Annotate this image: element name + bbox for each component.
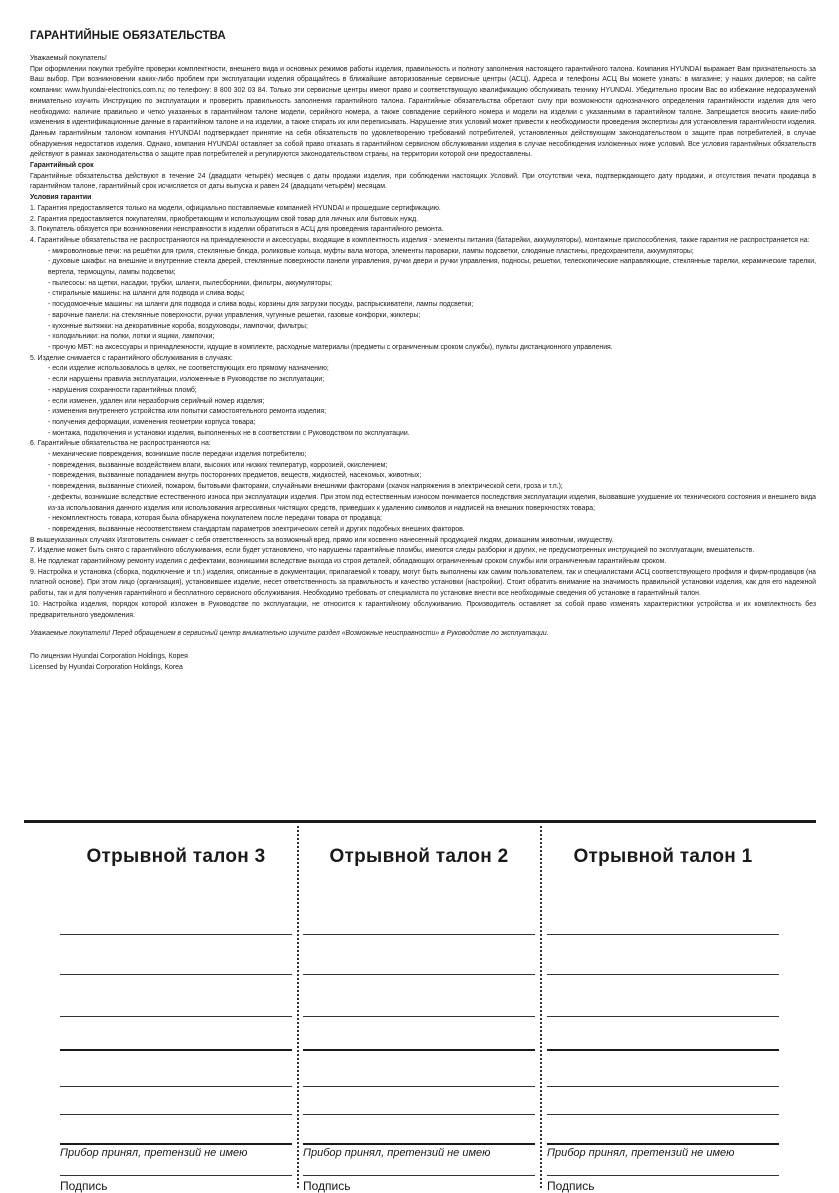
blank-line[interactable] bbox=[60, 1143, 292, 1145]
blank-line[interactable] bbox=[547, 1114, 779, 1115]
greeting: Уважаемый покупатель! bbox=[30, 55, 107, 62]
blank-line[interactable] bbox=[547, 934, 779, 935]
blank-line[interactable] bbox=[547, 1016, 779, 1017]
signature-label: Подпись bbox=[60, 1179, 108, 1193]
condition-subitem: - кухонные вытяжки: на декоративные короба, воздуховоды, лампочки, фильтры; bbox=[48, 322, 308, 330]
condition-subitem: - нарушения сохранности гарантийных пломб; bbox=[48, 386, 197, 394]
condition-subitem: - получения деформации, изменения геометрии корпуса товара; bbox=[48, 418, 256, 426]
intro-paragraph: При оформлении покупки требуйте проверки комплектности, внешнего вида и основных режимов работы изделия, правильность и полноту заполнения настоящего гарантийного талона. Компания HYUNDAI выражает Вам признательность за Ваш выбор. При возникновении каких-либо проблем при эксплуатации изделия обращайтесь в ближайшие авторизованные сервисные центры (АСЦ). Адреса и телефоны АСЦ Вы можете узнать: в магазине; у наших дилеров; на сайте компании: www.hyundai-electronics.com.ru; по телефону: 8 800 302 03 84. Только эти сервисные центры имеют право и соответствующую квалификацию обслуживать технику HYUNDAI. Убедительно просим Вас во избежание недоразумений внимательно изучить Инструкцию по эксплуатации и проверить правильность заполнения гарантийного талона. Гарантийные обязательства обретают силу при возможности однозначного определения гарантийности изделия для чего необходимо: наличие правильно и четко указанных в гарантийном талоне модели, серийного номера, а также совпадение серийного номера и модели на изделии с указанными в гарантийном талоне. Запрещается вносить какие-либо изменения в идентификационные данные в гарантийном талоне и на изделии, а также стирать их или переписывать. Нарушение этих условий может привести к необходимости проведения экспертизы для установления гарантийности изделия. Данным гарантийным талоном компания HYUNDAI подтверждает принятие на себя обязательств по удовлетворению требований потребителей, установленных действующим законодательством о защите прав потребителей, в случае обнаружения недостатков изделия. Однако, компания HYUNDAI оставляет за собой право отказать в гарантийном сервисном обслуживании изделия в случае несоблюдения изложенных ниже условий. Все условия гарантийных обязательств действуют в рамках законодательства о защите прав потребителей и регулируются законодательством страны, на территории которой они предоставлены. bbox=[30, 65, 816, 159]
condition-subitem: - если изменен, удален или неразборчив серийный номер изделия; bbox=[48, 397, 265, 405]
blank-line[interactable] bbox=[547, 974, 779, 975]
accept-statement: Прибор принял, претензий не имею bbox=[303, 1147, 491, 1159]
license-ru: По лицензии Hyundai Corporation Holdings, Корея bbox=[30, 652, 188, 660]
blank-line[interactable] bbox=[547, 1049, 779, 1051]
condition-item: 9. Настройка и установка (сборка, подключение и т.п.) изделия, описанные в документации, прилагаемой к товару, могут быть выполнены как самим пользователем, так и специалистами АСЦ соответствующего профиля и фирм-продавцов (на платной основе). При этом лицо (организация), установившее изделие, несет ответственность за правильность и качество установки (настройки). Стоит обратить внимание на значимость правильной установки изделия, как для его надежной работы, так и для получения гарантийного и бесплатного сервисного обслуживания. Необходимо требовать от специалиста по установке внести все необходимые сведения об установке в гарантийный талон. bbox=[30, 568, 816, 598]
condition-subitem: - повреждения, вызванные стихией, пожаром, бытовыми факторами, случайными внешними факторами (скачок напряжения в электрической сети, гроза и т.п.); bbox=[48, 483, 563, 491]
coupon-title: Отрывной талон 3 bbox=[86, 846, 266, 867]
warranty-term-heading: Гарантийный срок bbox=[30, 162, 94, 170]
condition-item: 10. Настройка изделия, порядок которой изложен в Руководстве по эксплуатации, не относится к гарантийному обслуживанию. Производитель оставляет за собой право изменять характеристики устройства и их комплектность без предварительного уведомления. bbox=[30, 600, 816, 619]
accept-statement: Прибор принял, претензий не имею bbox=[60, 1147, 248, 1159]
blank-line[interactable] bbox=[60, 1016, 292, 1017]
condition-item: 7. Изделие может быть снято с гарантийного обслуживания, если будет установлено, что нарушены гарантийные пломбы, имеются следы разборки и других, не предусмотренных инструкцией по эксплуатации, вмешательств. bbox=[30, 547, 755, 555]
condition-item: 6. Гарантийные обязательства не распространяются на: bbox=[30, 440, 211, 448]
blank-line[interactable] bbox=[547, 1175, 779, 1176]
condition-subitem: - дефекты, возникшие вследствие естественного износа при эксплуатации изделия. При этом под естественным износом понимается последствия эксплуатации изделия, вызвавшие ухудшение их технического состояния и внешнего вида из-за использования данного изделия или использования агрессивных чистящих средств, приведших к удалению символов и надписей на внешних поверхностях товара; bbox=[48, 493, 816, 512]
blank-line[interactable] bbox=[303, 1016, 535, 1017]
service-notice: Уважаемые покупатели! Перед обращением в сервисный центр внимательно изучите раздел «Возможные неисправности» в Руководстве по эксплуатации. bbox=[30, 630, 549, 638]
tear-off-divider bbox=[24, 820, 816, 823]
coupon-2 bbox=[303, 840, 535, 1193]
condition-subitem: - духовые шкафы: на внешние и внутренние стекла дверей, стеклянные поверхности панели управления, ручки двери и ручки управления, подносы, решетки, телескопические направляющие, стеклянные тарелки, керамические тарелки, вертела, термощупы, лампы подсветки; bbox=[48, 258, 816, 277]
blank-line[interactable] bbox=[303, 1114, 535, 1115]
license-en: Licensed by Hyundai Corporation Holdings, Korea bbox=[30, 663, 183, 671]
signature-label: Подпись bbox=[547, 1179, 595, 1193]
condition-subitem: - прочую МБТ: на аксессуары и принадлежности, идущие в комплекте, расходные материалы (предметы с ограниченным сроком службы), пульты дистанционного управления. bbox=[48, 343, 613, 351]
coupon-1 bbox=[547, 840, 779, 1193]
blank-line[interactable] bbox=[303, 1175, 535, 1176]
condition-subitem: - пылесосы: на щетки, насадки, трубки, шланги, пылесборники, фильтры, аккумуляторы; bbox=[48, 279, 333, 287]
blank-line[interactable] bbox=[547, 1143, 779, 1145]
accept-statement: Прибор принял, претензий не имею bbox=[547, 1147, 735, 1159]
condition-subitem: - повреждения, вызванные несоответствием стандартам параметров электрических сетей и других подобных внешних факторов. bbox=[48, 525, 465, 533]
blank-line[interactable] bbox=[60, 974, 292, 975]
condition-item: 2. Гарантия предоставляется покупателям, приобретающим и использующим свой товар для личных или бытовых нужд. bbox=[30, 215, 419, 223]
condition-subitem: - если изделие использовалось в целях, не соответствующих его прямому назначению; bbox=[48, 365, 329, 373]
blank-line[interactable] bbox=[60, 934, 292, 935]
coupon-title: Отрывной талон 2 bbox=[329, 846, 509, 867]
coupon-3 bbox=[60, 840, 292, 1193]
condition-item: В вышеуказанных случаях Изготовитель снимает с себя ответственность за возможный вред, прямо или косвенно нанесенный продукцией людям, домашним животным, имуществу. bbox=[30, 536, 614, 544]
conditions-list bbox=[30, 204, 816, 621]
blank-line[interactable] bbox=[60, 1049, 292, 1051]
blank-line[interactable] bbox=[60, 1086, 292, 1087]
condition-subitem: - некомплектность товара, которая была обнаружена покупателем после передачи товара от продавца; bbox=[48, 515, 382, 523]
blank-line[interactable] bbox=[547, 1086, 779, 1087]
blank-line[interactable] bbox=[303, 934, 535, 935]
condition-subitem: - холодильники: на полки, лотки и ящики, лампочки; bbox=[48, 333, 215, 341]
perforation-line-1 bbox=[297, 826, 299, 1188]
signature-label: Подпись bbox=[303, 1179, 351, 1193]
condition-item: 3. Покупатель обязуется при возникновении неисправности в изделии обратиться в АСЦ для проведения гарантийного ремонта. bbox=[30, 226, 444, 234]
condition-item: 4. Гарантийные обязательства не распространяются на принадлежности и аксессуары, входящие в комплектность изделия - элементы питания (батарейки, аккумуляторы), монтажные приспособления, также гарантия не распространяется на: bbox=[30, 236, 810, 244]
condition-subitem: - посудомоечные машины: на шланги для подвода и слива воды, корзины для загрузки посуды, распрыскиватели, лампы подсветки; bbox=[48, 301, 474, 309]
condition-item: 5. Изделие снимается с гарантийного обслуживания в случаях: bbox=[30, 354, 233, 362]
blank-line[interactable] bbox=[303, 1086, 535, 1087]
condition-item: 1. Гарантия предоставляется только на модели, официально поставляемые компанией HYUNDAI и прошедшие сертификацию. bbox=[30, 204, 441, 212]
condition-subitem: - микроволновые печи: на решётки для гриля, стеклянные блюда, роликовые кольца, муфты вала мотора, элементы пароварки, лампы подсветки, слюдяные пластины, предохранители, аккумуляторы; bbox=[48, 247, 694, 255]
perforation-line-2 bbox=[540, 826, 542, 1188]
blank-line[interactable] bbox=[303, 1143, 535, 1145]
condition-subitem: - повреждения, вызванные попаданием внутрь посторонних предметов, веществ, жидкостей, насекомых, животных; bbox=[48, 472, 422, 480]
document-title: ГАРАНТИЙНЫЕ ОБЯЗАТЕЛЬСТВА bbox=[30, 30, 226, 42]
warranty-term-text: Гарантийные обязательства действуют в течение 24 (двадцати четырёх) месяцев с даты продажи изделия, при соблюдении настоящих Условий. При отсутствии чека, подтверждающего дату продажи, и отсутствия печати продавца в гарантийном талоне, гарантийный срок исчисляется от даты выпуска и равен 24 (двадцати четырём) месяцам. bbox=[30, 172, 816, 191]
condition-item: 8. Не подлежат гарантийному ремонту изделия с дефектами, возникшими вследствие выхода из строя деталей, обладающих ограниченным сроком службы или ограниченным гарантийным сроком. bbox=[30, 558, 667, 566]
condition-subitem: - стиральные машины: на шланги для подвода и слива воды; bbox=[48, 290, 245, 298]
condition-subitem: - изменения внутреннего устройства или попытки самостоятельного ремонта изделия; bbox=[48, 408, 327, 416]
condition-subitem: - механические повреждения, возникшие после передачи изделия потребителю; bbox=[48, 451, 307, 459]
coupon-title: Отрывной талон 1 bbox=[573, 846, 753, 867]
blank-line[interactable] bbox=[60, 1175, 292, 1176]
condition-subitem: - повреждения, вызванные воздействием влаги, высоких или низких температур, коррозией, окислением; bbox=[48, 461, 388, 469]
condition-subitem: - монтажа, подключения и установки изделия, выполненных не в соответствии с Руководством по эксплуатации. bbox=[48, 429, 410, 437]
condition-subitem: - если нарушены правила эксплуатации, изложенные в Руководстве по эксплуатации; bbox=[48, 376, 325, 384]
blank-line[interactable] bbox=[303, 974, 535, 975]
conditions-heading: Условия гарантии bbox=[30, 194, 92, 202]
blank-line[interactable] bbox=[60, 1114, 292, 1115]
blank-line[interactable] bbox=[303, 1049, 535, 1051]
condition-subitem: - варочные панели: на стеклянные поверхности, ручки управления, чугунные решетки, газовые конфорки, жиклеры; bbox=[48, 311, 421, 319]
warranty-document bbox=[30, 24, 816, 673]
